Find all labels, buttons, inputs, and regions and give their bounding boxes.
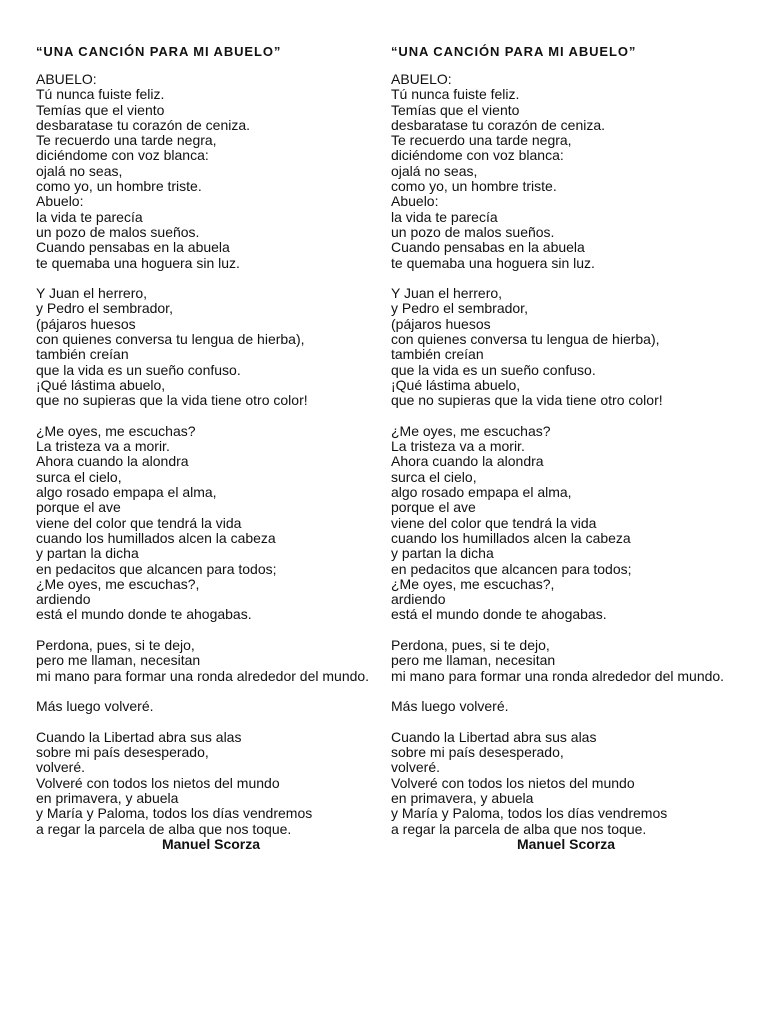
- poem-line: ¿Me oyes, me escuchas?,: [36, 575, 200, 592]
- poem-line: Cuando la Libertad abra sus alas: [391, 728, 597, 745]
- poem-line: diciéndome con voz blanca:: [391, 147, 564, 164]
- poem-body: [391, 72, 743, 837]
- poem-line: ojalá no seas,: [36, 162, 123, 179]
- poem-line: ¡Qué lástima abuelo,: [36, 376, 166, 393]
- poem-line: también creían: [391, 346, 484, 363]
- poem-line: pero me llaman, necesitan: [36, 652, 201, 669]
- poem-line: Y Juan el herrero,: [36, 285, 148, 302]
- poem-line: surca el cielo,: [391, 468, 477, 485]
- stanza: [391, 424, 743, 623]
- poem-line: como yo, un hombre triste.: [36, 178, 202, 195]
- poem-line: te quemaba una hoguera sin luz.: [36, 254, 240, 271]
- poem-line: a regar la parcela de alba que nos toque.: [391, 820, 647, 837]
- poem-line: que la vida es un sueño confuso.: [36, 361, 241, 378]
- poem-line: surca el cielo,: [36, 468, 122, 485]
- poem-line: (pájaros huesos: [391, 315, 491, 332]
- poem-line: desbaratase tu corazón de ceniza.: [391, 116, 606, 133]
- poem-line: y partan la dicha: [391, 545, 494, 562]
- poem-line: Más luego volveré.: [36, 698, 154, 715]
- poem-line: Abuelo:: [36, 193, 84, 210]
- poem-line: Y Juan el herrero,: [391, 285, 503, 302]
- poem-line: volveré.: [36, 759, 86, 776]
- poem-line: cuando los humillados alcen la cabeza: [36, 529, 276, 546]
- poem-line: viene del color que tendrá la vida: [36, 514, 242, 531]
- poem-line: algo rosado empapa el alma,: [391, 484, 572, 501]
- poem-line: Tú nunca fuiste feliz.: [36, 86, 165, 103]
- poem-line: Más luego volveré.: [391, 698, 509, 715]
- poem-line: la vida te parecía: [391, 208, 498, 225]
- poem-body: [36, 72, 388, 837]
- poem-line: mi mano para formar una ronda alrededor del mundo.: [391, 667, 725, 684]
- poem-line: volveré.: [391, 759, 441, 776]
- poem-line: que no supieras que la vida tiene otro color!: [391, 392, 663, 409]
- poem-line: Temías que el viento: [36, 101, 165, 118]
- poem-column-right: [391, 44, 743, 852]
- poem-line: en primavera, y abuela: [391, 789, 534, 806]
- poem-line: (pájaros huesos: [36, 315, 136, 332]
- poem-line: porque el ave: [391, 499, 476, 516]
- poem-line: ardiendo: [391, 591, 446, 608]
- stanza: [36, 730, 388, 837]
- poem-line: desbaratase tu corazón de ceniza.: [36, 116, 251, 133]
- poem-line: mi mano para formar una ronda alrededor del mundo.: [36, 667, 370, 684]
- poem-line: Tú nunca fuiste feliz.: [391, 86, 520, 103]
- poem-line: ¿Me oyes, me escuchas?,: [391, 575, 555, 592]
- poem-line: un pozo de malos sueños.: [36, 223, 200, 240]
- poem-line: Te recuerdo una tarde negra,: [391, 132, 572, 149]
- stanza: [36, 286, 388, 408]
- poem-line: diciéndome con voz blanca:: [36, 147, 209, 164]
- poem-line: que la vida es un sueño confuso.: [391, 361, 596, 378]
- stanza: [391, 730, 743, 837]
- poem-line: en pedacitos que alcancen para todos;: [391, 560, 632, 577]
- stanza: [36, 72, 388, 271]
- poem-line: la vida te parecía: [36, 208, 143, 225]
- poem-line: Cuando la Libertad abra sus alas: [36, 728, 242, 745]
- poem-line: en primavera, y abuela: [36, 789, 179, 806]
- poem-line: cuando los humillados alcen la cabeza: [391, 529, 631, 546]
- poem-author: Manuel Scorza: [161, 835, 261, 852]
- poem-line: ABUELO:: [391, 71, 452, 87]
- stanza: [391, 699, 743, 714]
- poem-column-left: [36, 44, 388, 852]
- poem-line: pero me llaman, necesitan: [391, 652, 556, 669]
- poem-line: ardiendo: [36, 591, 91, 608]
- poem-title: “UNA CANCIÓN PARA MI ABUELO”: [391, 44, 637, 59]
- poem-line: Te recuerdo una tarde negra,: [36, 132, 217, 149]
- poem-line: con quienes conversa tu lengua de hierba),: [391, 331, 660, 348]
- poem-line: y Pedro el sembrador,: [391, 300, 528, 317]
- stanza: [391, 72, 743, 271]
- poem-line: y partan la dicha: [36, 545, 139, 562]
- poem-line: con quienes conversa tu lengua de hierba),: [36, 331, 305, 348]
- poem-line: y María y Paloma, todos los días vendremos: [391, 805, 668, 822]
- stanza: [391, 286, 743, 408]
- poem-line: a regar la parcela de alba que nos toque.: [36, 820, 292, 837]
- poem-line: y Pedro el sembrador,: [36, 300, 173, 317]
- poem-line: un pozo de malos sueños.: [391, 223, 555, 240]
- poem-line: Abuelo:: [391, 193, 439, 210]
- stanza: [36, 424, 388, 623]
- poem-line: Perdona, pues, si te dejo,: [36, 636, 195, 653]
- poem-author: Manuel Scorza: [516, 835, 616, 852]
- poem-line: en pedacitos que alcancen para todos;: [36, 560, 277, 577]
- poem-line: está el mundo donde te ahogabas.: [391, 606, 607, 623]
- poem-line: y María y Paloma, todos los días vendremos: [36, 805, 313, 822]
- poem-line: sobre mi país desesperado,: [36, 744, 209, 761]
- poem-line: viene del color que tendrá la vida: [391, 514, 597, 531]
- poem-line: ojalá no seas,: [391, 162, 478, 179]
- stanza: [36, 699, 388, 714]
- poem-line: Ahora cuando la alondra: [391, 453, 544, 470]
- poem-line: está el mundo donde te ahogabas.: [36, 606, 252, 623]
- poem-title: “UNA CANCIÓN PARA MI ABUELO”: [36, 44, 282, 59]
- poem-line: como yo, un hombre triste.: [391, 178, 557, 195]
- poem-line: Perdona, pues, si te dejo,: [391, 636, 550, 653]
- poem-line: ¿Me oyes, me escuchas?: [391, 422, 551, 439]
- poem-line: también creían: [36, 346, 129, 363]
- poem-line: La tristeza va a morir.: [391, 438, 525, 455]
- poem-line: Volveré con todos los nietos del mundo: [36, 774, 280, 791]
- poem-line: algo rosado empapa el alma,: [36, 484, 217, 501]
- stanza: [391, 638, 743, 684]
- poem-line: ¿Me oyes, me escuchas?: [36, 422, 196, 439]
- poem-line: Temías que el viento: [391, 101, 520, 118]
- stanza: [36, 638, 388, 684]
- poem-line: Volveré con todos los nietos del mundo: [391, 774, 635, 791]
- poem-line: ¡Qué lástima abuelo,: [391, 376, 521, 393]
- poem-line: que no supieras que la vida tiene otro color!: [36, 392, 308, 409]
- poem-line: La tristeza va a morir.: [36, 438, 170, 455]
- poem-line: sobre mi país desesperado,: [391, 744, 564, 761]
- poem-line: porque el ave: [36, 499, 121, 516]
- poem-line: te quemaba una hoguera sin luz.: [391, 254, 595, 271]
- poem-line: ABUELO:: [36, 71, 97, 87]
- poem-line: Cuando pensabas en la abuela: [36, 239, 230, 256]
- poem-line: Ahora cuando la alondra: [36, 453, 189, 470]
- poem-line: Cuando pensabas en la abuela: [391, 239, 585, 256]
